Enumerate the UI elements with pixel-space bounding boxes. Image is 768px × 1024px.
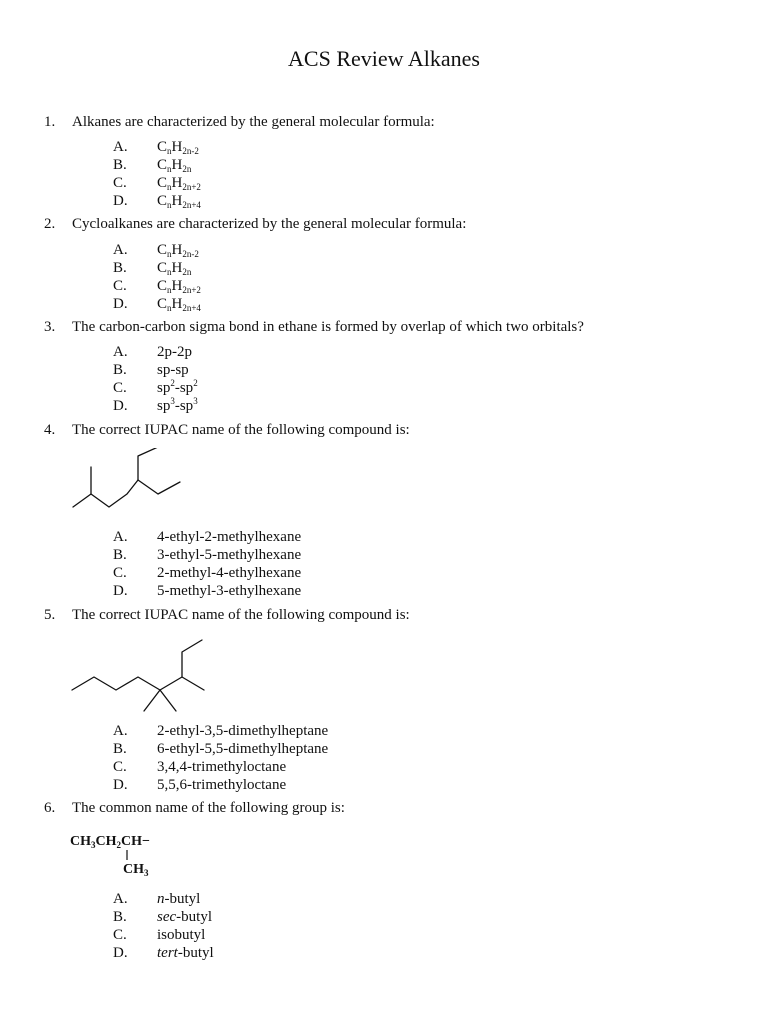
answer-option [113,776,286,794]
option-text: $sp^3-sp^3$ [157,396,198,414]
option-text: n-butyl [157,891,201,907]
question-text: Alkanes are characterized by the general molecular formula: [72,114,435,130]
option-text: sec-butyl [157,909,212,925]
question-number: 6. [44,800,56,816]
option-text: tert-butyl [157,945,214,961]
option-letter: D. [113,398,128,414]
option-text: $C_nH_{2n}$ [157,157,192,174]
option-text: 5-methyl-3-ethylhexane [157,583,302,599]
answer-option [113,156,191,174]
option-letter: C. [113,278,127,294]
page-title: ACS Review Alkanes [288,46,480,71]
option-text: 4-ethyl-2-methylhexane [157,529,302,545]
option-text: sp-sp [157,362,189,378]
answer-option [113,908,212,926]
answer-option [113,546,301,564]
skeletal-structure-5-5-6-trimethyloctane [60,634,220,714]
answer-option [113,343,192,361]
option-text: 3-ethyl-5-methylhexane [157,547,302,563]
main-chain-bond [73,480,138,507]
option-text: $C_nH_{2n-2}$ [157,242,199,259]
option-letter: D. [113,296,128,312]
answer-option [113,397,198,415]
option-text: isobutyl [157,927,206,943]
option-letter: D. [113,945,128,961]
answer-option [113,582,301,600]
methyl-branch-bond [144,690,160,711]
condensed-formula-line1: $CH_3CH_2CH-$ [70,834,150,850]
option-letter: A. [113,139,128,155]
answer-option [113,564,301,582]
question-number: 2. [44,216,56,232]
option-letter: B. [113,157,127,173]
formula-bond-line [122,849,132,861]
chain-end-bond [138,480,180,494]
question-number: 1. [44,114,56,130]
question-number: 5. [44,607,56,623]
question-text: The correct IUPAC name of the following compound is: [72,422,410,438]
option-text: $C_nH_{2n}$ [157,260,192,277]
question-text: The common name of the following group is: [72,800,345,816]
option-text: $C_nH_{2n+2}$ [157,175,201,192]
option-letter: A. [113,723,128,739]
answer-option [113,138,199,156]
answer-option [113,361,189,379]
option-letter: B. [113,909,127,925]
option-text: $sp^2-sp^2$ [157,378,198,396]
option-letter: D. [113,583,128,599]
ethyl-branch-bond [138,448,158,480]
answer-option [113,944,214,962]
option-text: 2-ethyl-3,5-dimethylheptane [157,723,329,739]
option-text: 3,4,4-trimethyloctane [157,759,287,775]
option-letter: C. [113,927,127,943]
question-text: Cycloalkanes are characterized by the general molecular formula: [72,216,467,232]
answer-option [113,174,201,192]
option-letter: D. [113,777,128,793]
answer-option [113,740,328,758]
question-number: 3. [44,319,56,335]
option-text: $C_nH_{2n+2}$ [157,278,201,295]
answer-option [113,192,201,210]
methyl-branch-bond [160,690,176,711]
option-letter: C. [113,565,127,581]
option-letter: B. [113,260,127,276]
option-letter: B. [113,362,127,378]
option-text: 2p-2p [157,344,192,360]
question-number: 4. [44,422,56,438]
option-text: $C_nH_{2n-2}$ [157,139,199,156]
ethyl-branch-bond [182,640,202,677]
option-letter: A. [113,891,128,907]
option-letter: A. [113,529,128,545]
option-letter: B. [113,547,127,563]
answer-option [113,926,205,944]
option-letter: B. [113,741,127,757]
option-letter: D. [113,193,128,209]
option-text: $C_nH_{2n+4}$ [157,193,201,210]
skeletal-structure-4-ethyl-2-methylhexane [60,448,200,514]
main-chain-bond [72,677,204,690]
condensed-formula-line2: $CH_3$ [123,862,149,878]
option-letter: C. [113,175,127,191]
option-letter: C. [113,380,127,396]
answer-option [113,379,198,397]
option-letter: A. [113,242,128,258]
answer-option [113,277,201,295]
answer-option [113,259,191,277]
answer-option [113,758,286,776]
question-text: The carbon-carbon sigma bond in ethane is formed by overlap of which two orbitals? [72,319,584,335]
answer-option [113,295,201,313]
question-text: The correct IUPAC name of the following compound is: [72,607,410,623]
option-letter: A. [113,344,128,360]
answer-option [113,241,199,259]
option-text: $C_nH_{2n+4}$ [157,296,201,313]
option-text: 2-methyl-4-ethylhexane [157,565,302,581]
answer-option [113,722,328,740]
option-text: 5,5,6-trimethyloctane [157,777,287,793]
answer-option [113,890,200,908]
answer-option [113,528,301,546]
option-letter: C. [113,759,127,775]
option-text: 6-ethyl-5,5-dimethylheptane [157,741,329,757]
